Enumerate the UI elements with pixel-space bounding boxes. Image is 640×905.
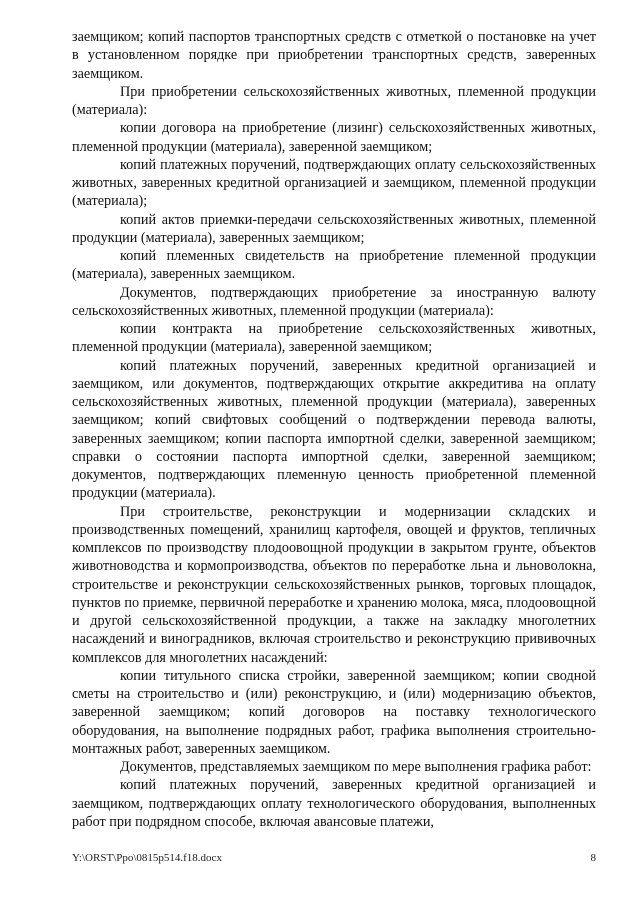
document-body — [72, 28, 596, 831]
paragraph: заемщиком; копий паспортов транспортных средств с отметкой о постановке на учет в установленном порядке при приобретении транспортных средств, заверенных заемщиком. — [72, 29, 596, 82]
paragraph: копий платежных поручений, заверенных кредитной организацией и заемщиком, или документов, подтверждающих открытие аккредитива на оплату сельскохозяйственных животных, племенной продукции (материала), заверенных заемщиком; копий свифтовых сообщений о подтверждении перевода валюты, заверенных заемщиком; копии паспорта импортной сделки, заверенной заемщиком; справки о состоянии паспорта импортной сделки, заверенной заемщиком; документов, подтверждающих племенную ценность приобретенной племенной продукции (материала). — [72, 357, 596, 502]
paragraph: копии договора на приобретение (лизинг) сельскохозяйственных животных, племенной продукции (материала), заверенной заемщиком; — [72, 120, 596, 155]
paragraph: Документов, представляемых заемщиком по мере выполнения графика работ: — [120, 759, 592, 775]
paragraph: копии титульного списка стройки, заверенной заемщиком; копии сводной сметы на строительство и (или) реконструкцию, и (или) модернизацию объектов, заверенной заемщиком; копий договоров на поставку технологического оборудования, на выполнение подрядных работ, графика выполнения строительно-монтажных работ, заверенных заемщиком. — [72, 667, 596, 757]
paragraph: копий актов приемки-передачи сельскохозяйственных животных, племенной продукции (материала), заверенных заемщиком; — [72, 211, 596, 246]
paragraph: При строительстве, реконструкции и модернизации складских и производственных помещений, хранилищ картофеля, овощей и фруктов, тепличных комплексов по производству плодоовощной продукции в закрытом грунте, объектов животноводства и кормопроизводства, объектов по переработке льна и льноволокна, строительстве и реконструкции сельскохозяйственных рынков, торговых площадок, пунктов по приемке, первичной переработке и хранению молока, мяса, плодоовощной и другой сельскохозяйственной продукции, а также на закладку многолетних насаждений и виноградников, включая строительство и реконструкцию прививочных комплексов для многолетних насаждений: — [72, 503, 596, 666]
paragraph: копии контракта на приобретение сельскохозяйственных животных, племенной продукции (материала), заверенной заемщиком; — [72, 321, 596, 356]
page-number: 8 — [590, 852, 596, 864]
paragraph: копий племенных свидетельств на приобретение племенной продукции (материала), заверенных заемщиком. — [72, 248, 596, 283]
paragraph: копий платежных поручений, подтверждающих оплату сельскохозяйственных животных, заверенных кредитной организацией и заемщиком, племенной продукции (материала); — [72, 156, 596, 210]
paragraph: копий платежных поручений, заверенных кредитной организацией и заемщиком, подтверждающих оплату технологического оборудования, выполненных работ при подрядном способе, включая авансовые платежи, — [72, 777, 596, 830]
paragraph: При приобретении сельскохозяйственных животных, племенной продукции (материала): — [72, 83, 596, 118]
paragraph: Документов, подтверждающих приобретение за иностранную валюту сельскохозяйственных животных, племенной продукции (материала): — [72, 284, 596, 319]
footer-file-path: Y:\ORST\Ppo\0815p514.f18.docx — [72, 852, 222, 864]
